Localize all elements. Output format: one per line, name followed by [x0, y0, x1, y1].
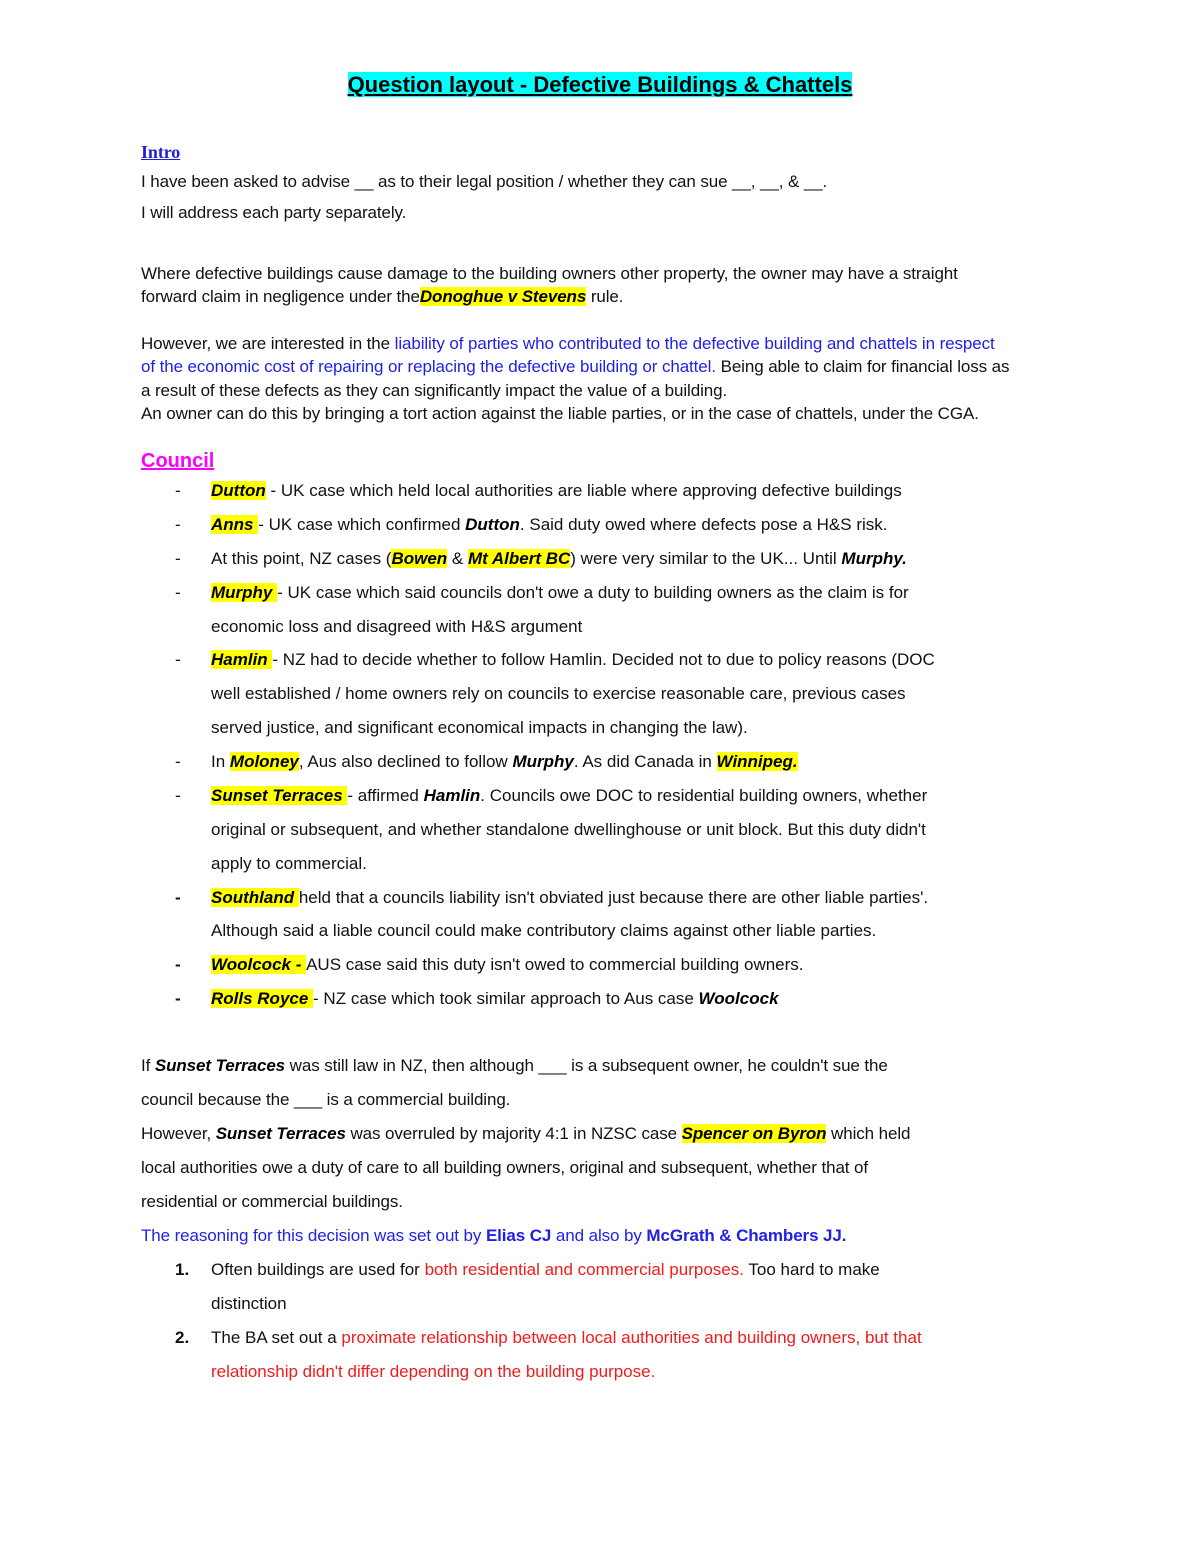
- conclusion-line-4: local authorities owe a duty of care to all building owners, original and subsequent, whether that of: [141, 1158, 869, 1177]
- bullet-dash: -: [175, 786, 181, 805]
- intro-paragraph-3-line-1: However, we are interested in the liability of parties who contributed to the defective building and chattels in respect: [141, 334, 995, 353]
- intro-paragraph-3-line-4: An owner can do this by bringing a tort action against the liable parties, or in the case of chattels, under the CGA.: [141, 404, 979, 423]
- list-item: Sunset Terraces - affirmed Hamlin. Councils owe DOC to residential building owners, whether: [211, 786, 928, 805]
- bullet-dash: -: [175, 583, 181, 602]
- list-number: 1.: [175, 1260, 190, 1279]
- conclusion-line-3: However, Sunset Terraces was overruled by majority 4:1 in NZSC case Spencer on Byron which held: [141, 1124, 911, 1143]
- list-item: Anns - UK case which confirmed Dutton. Said duty owed where defects pose a H&S risk.: [211, 515, 888, 534]
- list-item: Woolcock - AUS case said this duty isn't owed to commercial building owners.: [211, 955, 804, 974]
- bullet-dash: -: [175, 752, 181, 771]
- list-number: 2.: [175, 1328, 190, 1347]
- list-item: Hamlin - NZ had to decide whether to follow Hamlin. Decided not to due to policy reasons (DOC: [211, 650, 935, 669]
- conclusion-line-6: The reasoning for this decision was set out by Elias CJ and also by McGrath & Chambers JJ.: [141, 1226, 847, 1245]
- intro-paragraph-3-line-2: of the economic cost of repairing or replacing the defective building or chattel. Being able to claim for financial loss as: [141, 357, 1010, 376]
- list-item: Murphy - UK case which said councils don't owe a duty to building owners as the claim is for: [211, 583, 909, 602]
- intro-line-2: I will address each party separately.: [141, 203, 407, 222]
- list-item-continuation: served justice, and significant economical impacts in changing the law).: [211, 718, 748, 737]
- list-item: Southland held that a councils liability isn't obviated just because there are other liable parties'.: [211, 888, 929, 907]
- list-item: At this point, NZ cases (Bowen & Mt Albert BC) were very similar to the UK... Until Murphy.: [211, 549, 907, 568]
- intro-paragraph-3-line-3: a result of these defects as they can significantly impact the value of a building.: [141, 381, 728, 400]
- list-item-continuation: economic loss and disagreed with H&S argument: [211, 617, 583, 636]
- bullet-dash: -: [175, 515, 181, 534]
- bullet-dash: -: [175, 481, 181, 500]
- list-item-continuation: well established / home owners rely on councils to exercise reasonable care, previous cases: [211, 684, 906, 703]
- list-item-continuation: Although said a liable council could make contributory claims against other liable parties.: [211, 921, 877, 940]
- list-item: Dutton - UK case which held local authorities are liable where approving defective buildings: [211, 481, 902, 500]
- page-title: Question layout - Defective Buildings & Chattels: [347, 72, 853, 97]
- list-item: Rolls Royce - NZ case which took similar approach to Aus case Woolcock: [211, 989, 779, 1008]
- intro-heading: Intro: [141, 142, 181, 162]
- conclusion-line-2: council because the ___ is a commercial building.: [141, 1090, 511, 1109]
- bullet-dash: -: [175, 650, 181, 669]
- list-item: The BA set out a proximate relationship between local authorities and building owners, but that: [211, 1328, 922, 1347]
- bullet-dash: -: [175, 955, 181, 974]
- list-item-continuation: original or subsequent, and whether standalone dwellinghouse or unit block. But this duty didn't: [211, 820, 926, 839]
- bullet-dash: -: [175, 888, 181, 907]
- council-heading: Council: [141, 450, 215, 472]
- conclusion-line-5: residential or commercial buildings.: [141, 1192, 403, 1211]
- conclusion-line-1: If Sunset Terraces was still law in NZ, then although ___ is a subsequent owner, he couldn't sue the: [141, 1056, 888, 1075]
- list-item-continuation: distinction: [211, 1294, 287, 1313]
- list-item-continuation: apply to commercial.: [211, 854, 367, 873]
- bullet-dash: -: [175, 989, 181, 1008]
- case-donoghue: Donoghue v Stevens: [419, 287, 587, 306]
- intro-line-1: I have been asked to advise __ as to their legal position / whether they can sue __, __, & __.: [141, 172, 828, 191]
- list-item: Often buildings are used for both residential and commercial purposes. Too hard to make: [211, 1260, 880, 1279]
- intro-paragraph-2-line-1: Where defective buildings cause damage to the building owners other property, the owner may have a straight: [141, 264, 958, 283]
- intro-paragraph-2-line-2: forward claim in negligence under theDonoghue v Stevens rule.: [141, 287, 624, 306]
- list-item-continuation: relationship didn't differ depending on the building purpose.: [211, 1362, 656, 1381]
- bullet-dash: -: [175, 549, 181, 568]
- list-item: In Moloney, Aus also declined to follow Murphy. As did Canada in Winnipeg.: [211, 752, 798, 771]
